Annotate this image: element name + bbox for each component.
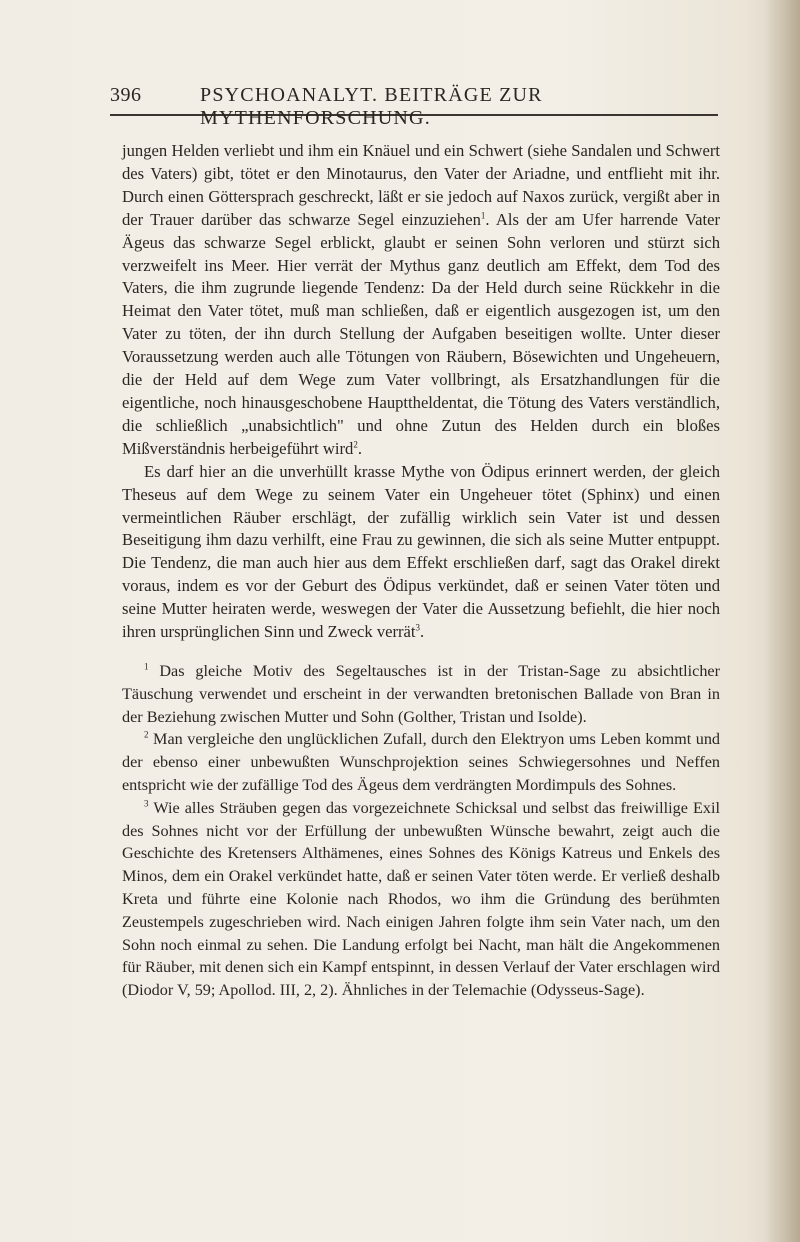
footnote-marker-1: 1 [144, 661, 149, 672]
page-number: 396 [110, 84, 142, 106]
paragraph-1-text-b: . Als der am Ufer harrende Vater Ägeus das schwarze Segel erblickt, glaubt er seinen Sohn verloren und stürzt sich verzweifelt ins Meer. Hier verrät der Mythus ganz deutlich am Effekt, dem Tod des Vaters, die ihm zugrunde liegende Tendenz: Da der Held durch seine Rückkehr in die Heimat den Vater tötet, muß man schließen, daß er eigentlich ausgezogen ist, um den Vater zu töten, der ihn durch Stellung der Aufgaben beseitigen wollte. Unter dieser Voraussetzung werden auch alle Tötungen von Räubern, Bösewichten und Ungeheuern, die der Held auf dem Wege zum Vater vollbringt, als Ersatzhandlungen für die eigentliche, noch hinausgeschobene Haupttheldentat, die Tötung des Vaters verständlich, die schließlich „unabsichtlich" und ohne Zutun des Helden durch ein bloßes Mißverständnis herbeigeführt wird [122, 209, 720, 458]
footnote-2-text: Man vergleiche den unglücklichen Zufall, durch den Elektryon ums Leben kommt und der ebenso einer unbewußten Wunschprojektion seines Schwiegersohnes und Neffen entspricht wie der zufällige Tod des Ägeus dem verdrängten Mordimpuls des Sohnes. [122, 730, 721, 794]
page-header [110, 84, 718, 129]
paragraph-1-text-c: . [357, 438, 362, 458]
footnote-ref-2: 2 [353, 439, 358, 450]
footnote-marker-2: 2 [144, 730, 149, 740]
paragraph-1-text-a: jungen Helden verliebt und ihm ein Knäuel und ein Schwert (siehe Sandalen und Schwert des Vaters) gibt, tötet er den Minotaurus, den Vater der Ariadne, und entflieht mit ihr. Durch einen Göttersprach geschreckt, läßt er sie jedoch auf Naxos zurück, vergißt aber in der Trauer darüber das schwarze Segel einzuziehen [122, 141, 720, 229]
paragraph-2 [122, 461, 720, 644]
footnote-1 [122, 660, 720, 728]
main-text [122, 140, 720, 644]
footnote-marker-3: 3 [144, 798, 149, 809]
paragraph-1 [122, 140, 720, 461]
footnote-3 [122, 797, 720, 1002]
footnote-ref-1: 1 [480, 210, 486, 221]
footnotes [122, 660, 720, 1002]
footnote-ref-3: 3 [415, 622, 421, 633]
footnote-2 [122, 728, 720, 796]
footnote-1-text: Das gleiche Motiv des Segeltausches ist in der Tristan-Sage zu absichtlicher Täuschung verwendet und erscheint in der verwandten bretonischen Ballade von Bran in der Beziehung zwischen Mutter und Sohn (Golther, Tristan und Isolde). [122, 662, 720, 726]
running-head: PSYCHOANALYT. BEITRÄGE ZUR MYTHENFORSCHUNG. [200, 84, 543, 129]
footnote-3-text: Wie alles Sträuben gegen das vorgezeichnete Schicksal und selbst das freiwillige Exil des Sohnes nicht vor der Erfüllung der unbewußten Wünsche bewahrt, zeigt auch die Geschichte des Kretensers Althämenes, eines Sohnes des Königs Katreus und Enkels des Minos, dem ein Orakel verkündet hatte, daß er seinen Vater töten werde. Er verließ deshalb Kreta und führte eine Kolonie nach Rhodos, wo ihm die Gründung des berühmten Zeustempels zugeschrieben wird. Nach einigen Jahren folgte ihm sein Vater nach, um den Sohn noch einmal zu sehen. Die Landung erfolgt bei Nacht, man hält die Angekommenen für Räuber, mit denen sich ein Kampf entspinnt, in dessen Verlauf der Vater erschlagen wird (Diodor V, 59; Apollod. III, 2, 2). Ähnliches in der Telemachie (Odysseus-Sage). [122, 798, 720, 1000]
paragraph-2-text-a: Es darf hier an die unverhüllt krasse Mythe von Ödipus erinnert werden, der gleich Theseus auf dem Wege zu seinem Vater ein Ungeheuer tötet (Sphinx) und einen vermeintlichen Räuber erschlägt, der zufällig wirklich sein Vater ist und dessen Beseitigung ihm dazu verhilft, eine Frau zu gewinnen, die sich als seine Mutter entpuppt. Die Tendenz, die man auch hier aus dem Effekt erschließen darf, sagt das Orakel direkt voraus, indem es vor der Geburt des Ödipus verkündet, daß er seinen Vater töten und seine Mutter heiraten werde, weswegen der Vater die Aussetzung befiehlt, die hier noch ihren ursprünglichen Sinn und Zweck verrät [122, 461, 720, 642]
paragraph-2-text-b: . [420, 622, 425, 642]
page-edge-shadow [764, 0, 800, 1242]
